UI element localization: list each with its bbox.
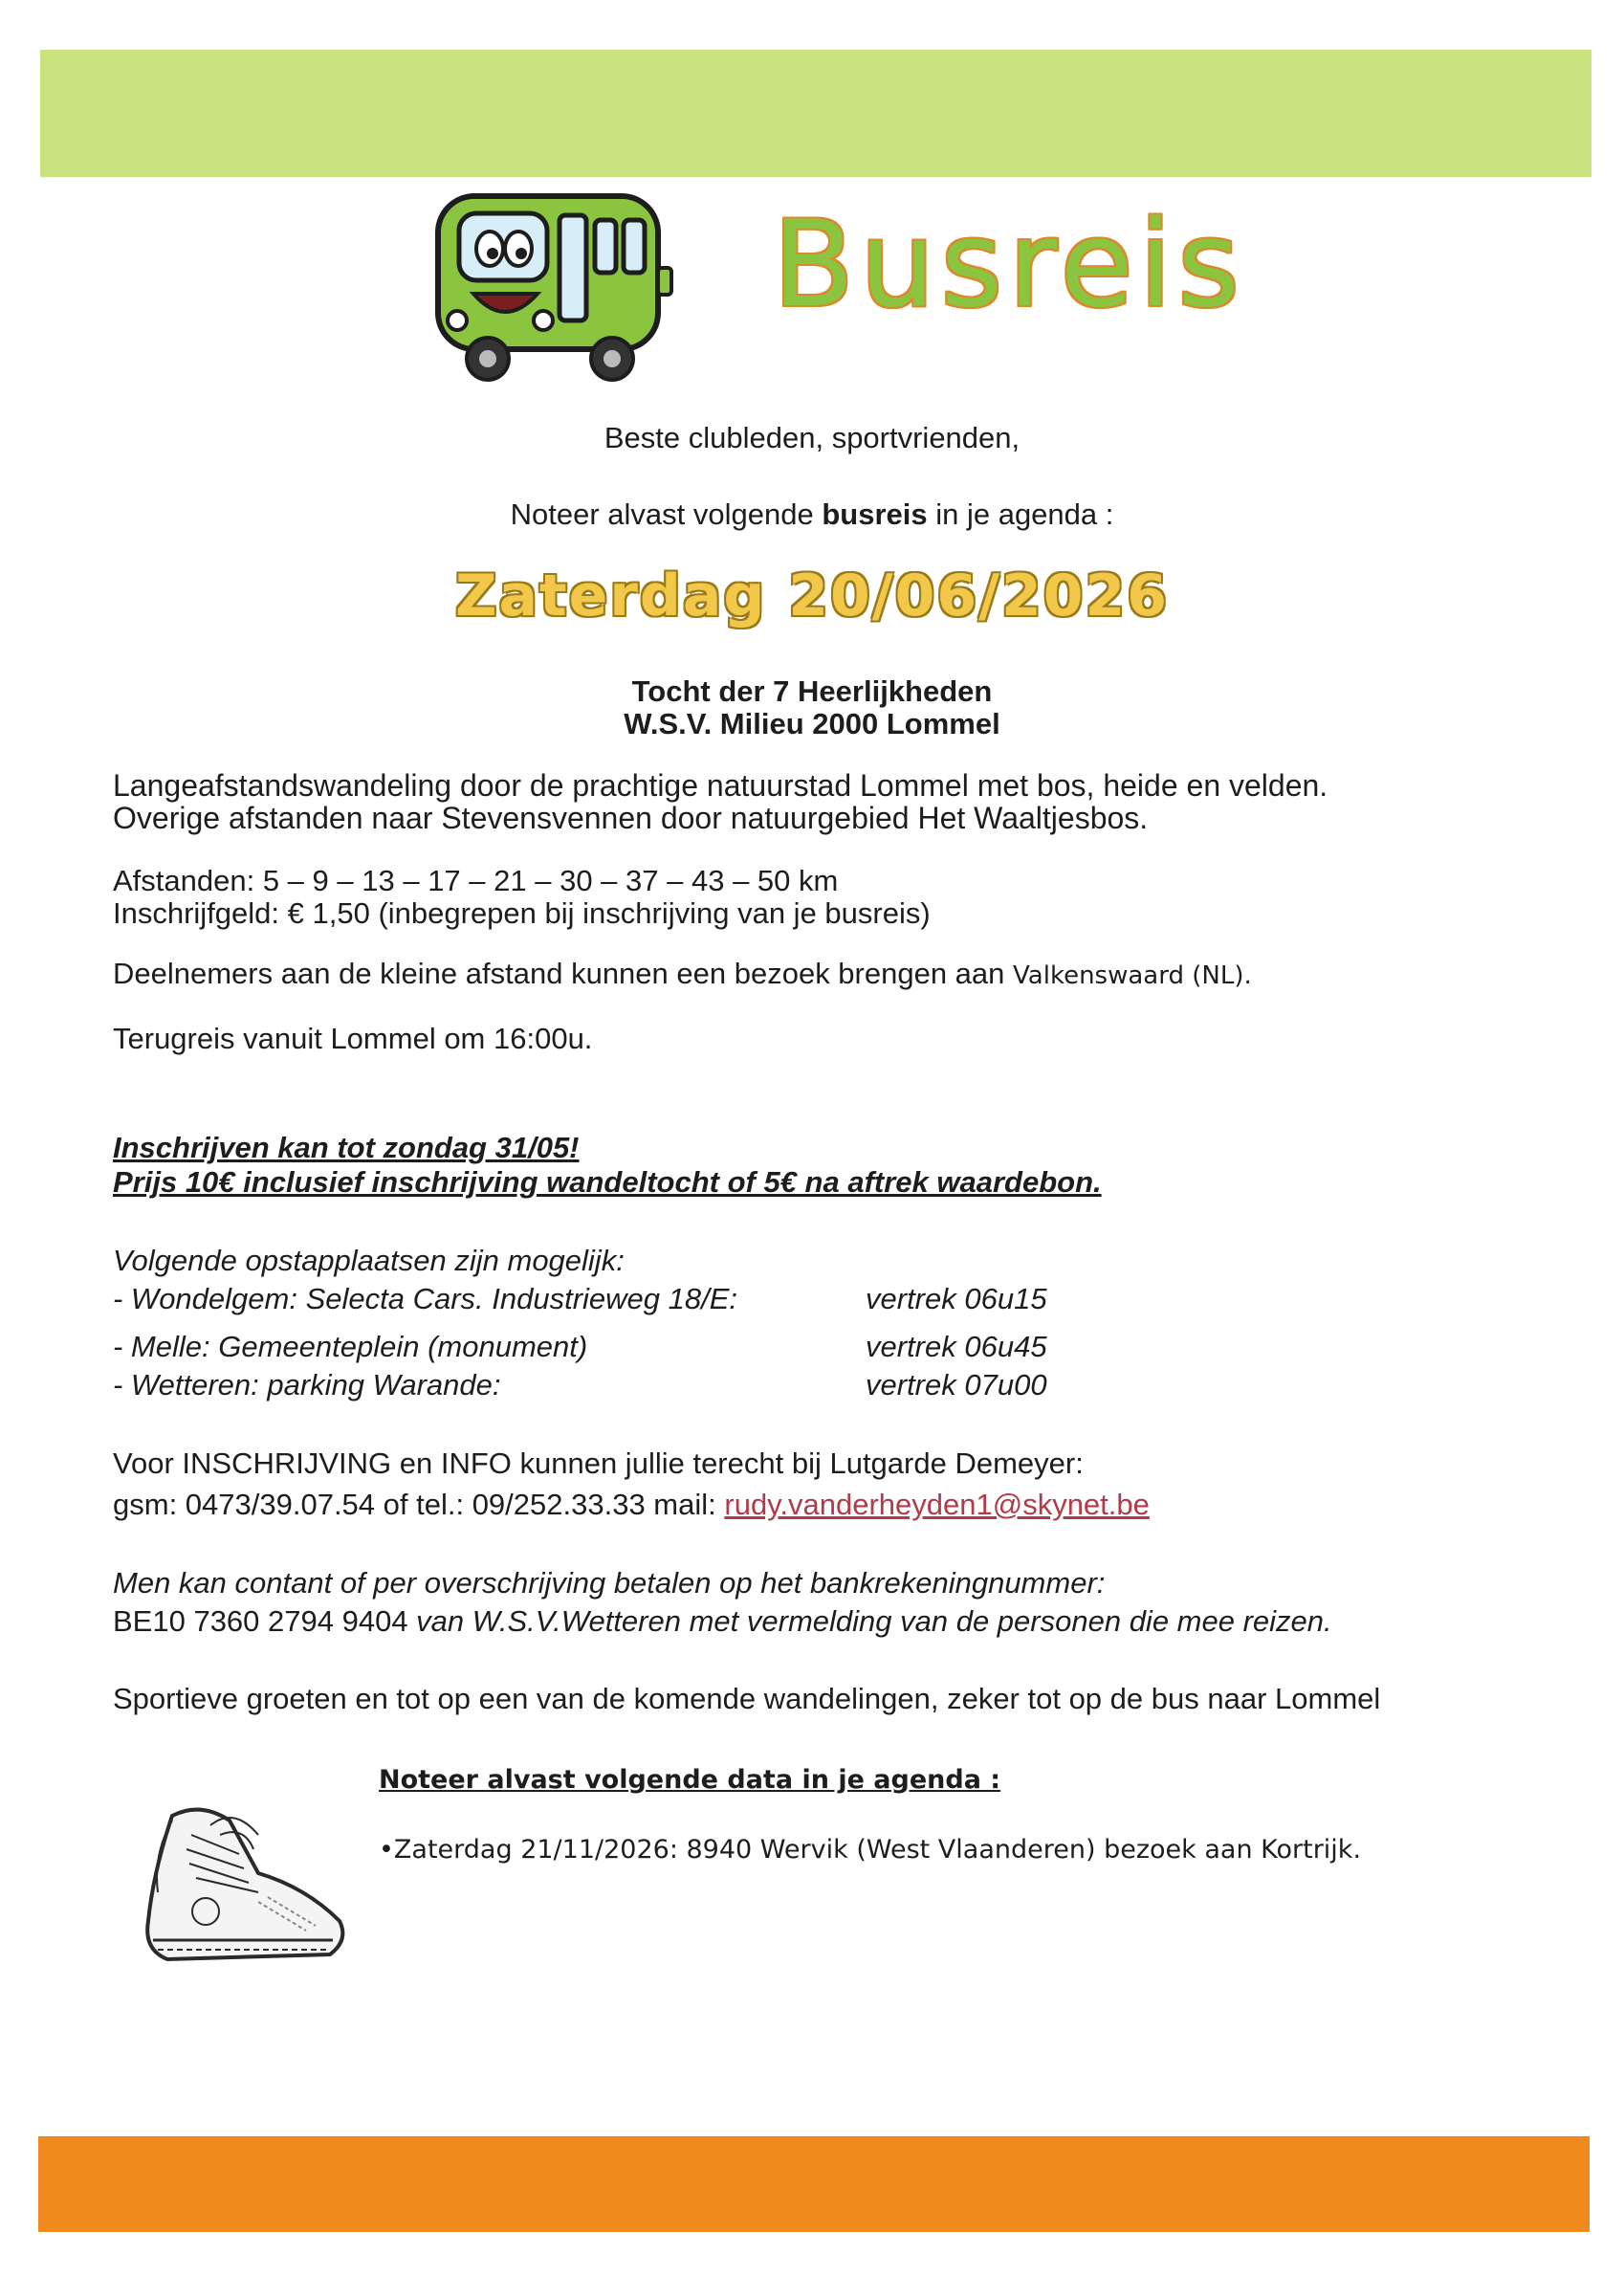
fee: Inschrijfgeld: € 1,50 (inbegrepen bij inschrijving van je busreis) [113,896,931,930]
greeting: Beste clubleden, sportvrienden, [604,421,1020,454]
visit-info [113,957,1252,993]
pickup-stop-place: - Wetteren: parking Warande: [113,1368,501,1402]
description-line-1: Langeafstandswandeling door de prachtige natuurstad Lommel met bos, heide en velden. [113,768,1328,803]
bottom-color-band [38,2136,1590,2232]
pickup-stop-time: vertrek 07u00 [866,1368,1047,1402]
email-link[interactable]: rudy.vanderheyden1@skynet.be [724,1488,1150,1521]
registration-deadline: Inschrijven kan tot zondag 31/05! [113,1131,580,1164]
payment-note: van W.S.V.Wetteren met vermelding van de personen die mee reizen. [407,1604,1332,1638]
walking-shoe-icon [115,1797,354,1978]
registration-price: Prijs 10€ inclusief inschrijving wandeltocht of 5€ na aftrek waardebon. [113,1165,1102,1199]
payment-line-2 [113,1604,1332,1639]
visit-pre: Deelnemers aan de kleine afstand kunnen een bezoek brengen aan [113,957,1014,990]
intro-note [0,497,1624,532]
distances: Afstanden: 5 – 9 – 13 – 17 – 21 – 30 – 37 – 43 – 50 km [113,864,839,897]
event-date: Zaterdag 20/06/2026 [454,563,1170,629]
top-color-band [40,50,1591,177]
bus-illustration-icon [421,177,708,397]
return-info: Terugreis vanuit Lommel om 16:00u. [113,1022,593,1055]
contact-line-1: Voor INSCHRIJVING en INFO kunnen jullie terecht bij Lutgarde Demeyer: [113,1446,1084,1480]
agenda-heading: Noteer alvast volgende data in je agenda : [379,1765,1001,1795]
event-club: W.S.V. Milieu 2000 Lommel [624,707,1000,740]
description-line-2: Overige afstanden naar Stevensvennen door natuurgebied Het Waaltjesbos. [113,801,1149,835]
pickup-stop-time: vertrek 06u15 [866,1282,1047,1315]
event-name: Tocht der 7 Heerlijkheden [631,674,993,708]
intro-note-pre: Noteer alvast volgende [510,497,823,531]
closing-text: Sportieve groeten en tot op een van de komende wandelingen, zeker tot op de bus naar Lommel [113,1682,1381,1715]
intro-note-post: in je agenda : [927,497,1114,531]
payment-iban: BE10 7360 2794 9404 [113,1604,408,1638]
visit-place: Valkenswaard (NL). [1013,961,1252,990]
page-title: Busreis [773,196,1245,334]
contact-line-2 [113,1488,1150,1522]
pickup-stop-time: vertrek 06u45 [866,1330,1047,1363]
intro-note-bold: busreis [822,497,928,531]
agenda-item: •Zaterdag 21/11/2026: 8940 Wervik (West Vlaanderen) bezoek aan Kortrijk. [379,1835,1362,1865]
pickup-stop-place: - Wondelgem: Selecta Cars. Industrieweg 18/E: [113,1282,738,1315]
contact-phone-text: gsm: 0473/39.07.54 of tel.: 09/252.33.33 mail: [113,1488,725,1521]
payment-line-1: Men kan contant of per overschrijving betalen op het bankrekeningnummer: [113,1566,1106,1600]
pickup-heading: Volgende opstapplaatsen zijn mogelijk: [113,1244,625,1277]
pickup-stop-place: - Melle: Gemeenteplein (monument) [113,1330,588,1363]
